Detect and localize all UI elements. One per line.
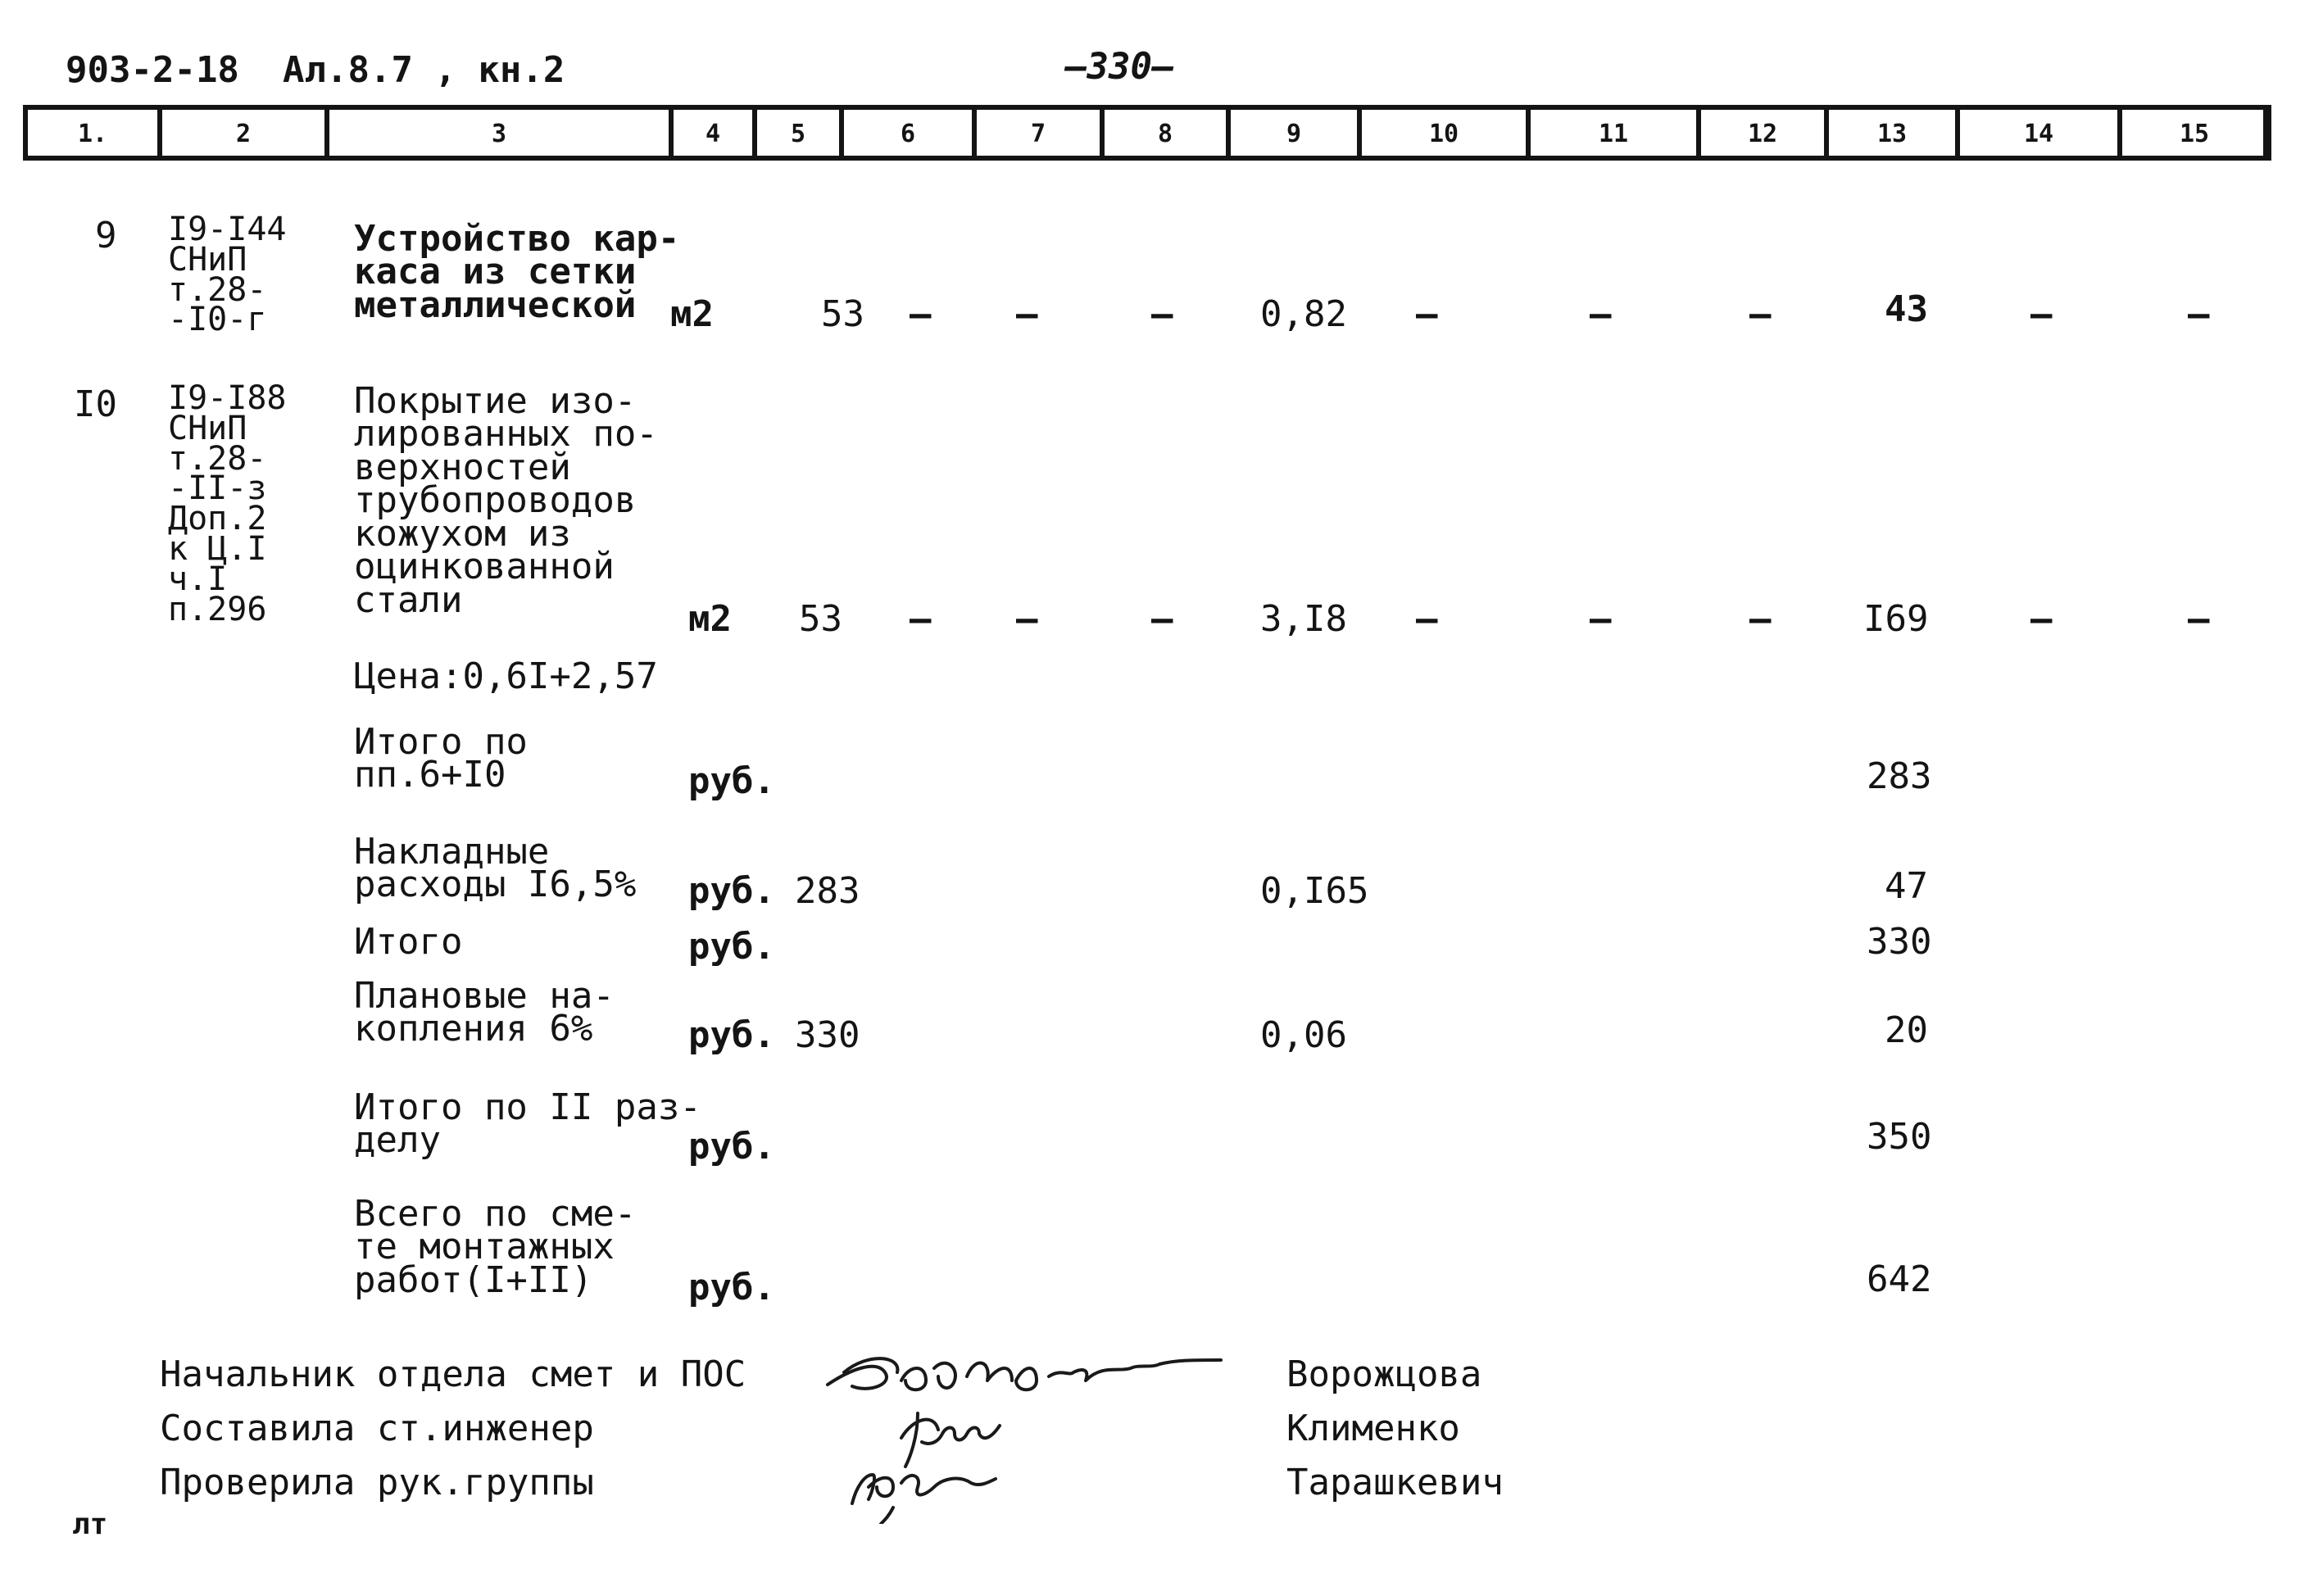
col15-value: – (2188, 293, 2210, 335)
summary-label: Итого по II раз- делу (354, 1086, 701, 1162)
column-head-7: 7 (972, 108, 1100, 159)
col15-value: – (2188, 598, 2210, 640)
col13-value: 43 (1885, 288, 1928, 330)
summary-unit: руб. (688, 870, 775, 912)
signer-role: Составила ст.инженер (160, 1408, 594, 1449)
work-description: Устройство кар- каса из сетки металлической (354, 218, 680, 326)
col12-value: – (1749, 598, 1772, 640)
column-head-1: 1. (77, 119, 108, 148)
signer-name: Тарашкевич (1286, 1462, 1504, 1503)
summary-label: Итого (354, 921, 463, 963)
doc-code: 903-2-18 (66, 49, 239, 91)
col7-value: – (1016, 293, 1038, 335)
col14-value: – (2030, 293, 2053, 335)
col14-value: – (2030, 598, 2053, 640)
signer-name: Ворожцова (1286, 1353, 1482, 1395)
summary-total: 283 (1867, 755, 1932, 797)
column-head-6: 6 (839, 108, 972, 159)
summary-base: 330 (795, 1014, 860, 1056)
signer-role: Начальник отдела смет и ПОС (160, 1353, 746, 1395)
summary-label: Всего по сме- те монтажных работ(I+II) (354, 1193, 637, 1301)
col8-value: – (1151, 293, 1173, 335)
summary-total: 20 (1885, 1009, 1928, 1051)
column-head-9: 9 (1226, 108, 1357, 159)
column-head-15: 15 (2117, 108, 2266, 159)
row-number: I0 (74, 383, 117, 425)
col6-value: – (910, 598, 932, 640)
summary-unit: руб. (688, 926, 775, 968)
summary-unit: руб. (688, 1267, 775, 1308)
summary-unit: руб. (688, 760, 775, 802)
page-number: —330— (1065, 46, 1174, 88)
col9-value: 0,82 (1260, 293, 1347, 335)
col8-value: – (1151, 598, 1173, 640)
col11-value: – (1590, 598, 1612, 640)
col6-value: – (910, 293, 932, 335)
summary-rate: 0,I65 (1260, 870, 1369, 912)
summary-rate: 0,06 (1260, 1014, 1347, 1056)
summary-total: 330 (1867, 921, 1932, 963)
unit: м2 (688, 598, 732, 640)
col7-value: – (1016, 598, 1038, 640)
row-number: 9 (95, 215, 117, 256)
column-head-10: 10 (1357, 108, 1526, 159)
col12-value: – (1749, 293, 1772, 335)
column-head-2: 2 (157, 108, 324, 159)
quantity: 53 (821, 293, 864, 335)
norm-reference: I9-I88 СНиП т.28- -II-з Доп.2 к Ц.I ч.I п.296 (168, 379, 287, 628)
norm-reference: I9-I44 СНиП т.28- -I0-г (168, 211, 287, 339)
summary-unit: руб. (688, 1126, 775, 1168)
column-head-14: 14 (1955, 108, 2117, 159)
summary-label: Накладные расходы I6,5% (354, 831, 637, 906)
signer-role: Проверила рук.группы (160, 1462, 594, 1503)
unit-price: Цена:0,6I+2,57 (354, 655, 658, 697)
summary-total: 47 (1885, 865, 1928, 907)
handwritten-signatures (819, 1335, 1295, 1524)
footer-mark: лт (72, 1508, 108, 1541)
column-head-12: 12 (1696, 108, 1824, 159)
column-head-3: 3 (324, 108, 669, 159)
col10-value: – (1416, 293, 1438, 335)
summary-unit: руб. (688, 1014, 775, 1056)
album-reference: Ал.8.7 , кн.2 (283, 49, 565, 91)
column-head-4: 4 (669, 108, 752, 159)
column-head-13: 13 (1824, 108, 1955, 159)
quantity: 53 (799, 598, 842, 640)
col9-value: 3,I8 (1260, 598, 1347, 640)
col11-value: – (1590, 293, 1612, 335)
column-head-5: 5 (752, 108, 839, 159)
column-head-11: 11 (1526, 108, 1696, 159)
summary-total: 350 (1867, 1116, 1932, 1158)
summary-label: Итого по пп.6+I0 (354, 721, 528, 796)
signer-name: Клименко (1286, 1408, 1460, 1449)
column-head-8: 8 (1100, 108, 1226, 159)
col13-value: I69 (1863, 598, 1929, 640)
summary-total: 642 (1867, 1258, 1932, 1300)
unit: м2 (670, 293, 714, 335)
work-description: Покрытие изо- лированных по- верхностей трубопроводов кожухом из оцинкованной стали (354, 380, 658, 621)
summary-base: 283 (795, 870, 860, 912)
col10-value: – (1416, 598, 1438, 640)
summary-label: Плановые на- копления 6% (354, 975, 615, 1050)
